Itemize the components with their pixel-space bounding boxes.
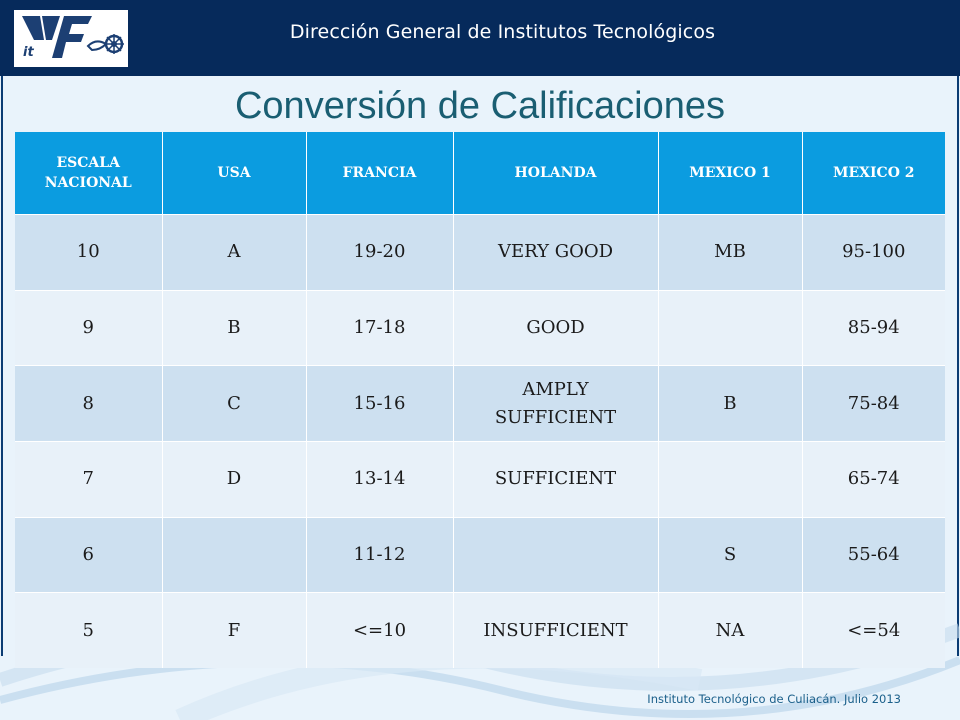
column-header: HOLANDA <box>453 132 658 215</box>
table-cell: <=10 <box>306 593 453 668</box>
column-header: MEXICO 2 <box>802 132 945 215</box>
table-cell: C <box>162 366 306 442</box>
logo-text: it <box>23 45 34 60</box>
table-row <box>15 441 945 517</box>
table-row <box>15 366 945 442</box>
table-cell: 95-100 <box>802 215 945 291</box>
table-cell: 55-64 <box>802 517 945 593</box>
table-cell: S <box>658 517 802 593</box>
page-title: Conversión de Calificaciones <box>234 85 726 127</box>
table-cell: D <box>162 441 306 517</box>
table-cell: NA <box>658 593 802 668</box>
table-cell: B <box>162 290 306 366</box>
table-cell <box>658 290 802 366</box>
footer-text: Instituto Tecnológico de Culiacán. Julio 2013 <box>647 692 901 706</box>
table-row <box>15 215 945 291</box>
column-header: ESCALA NACIONAL <box>15 132 162 215</box>
table-cell: A <box>162 215 306 291</box>
table-body <box>15 215 945 669</box>
table-cell: 5 <box>15 593 162 668</box>
grade-conversion-table <box>15 132 945 668</box>
table-cell: GOOD <box>453 290 658 366</box>
header-bar <box>0 0 960 76</box>
table-cell: <=54 <box>802 593 945 668</box>
table-cell: 11-12 <box>306 517 453 593</box>
column-header: FRANCIA <box>306 132 453 215</box>
table-cell: 75-84 <box>802 366 945 442</box>
column-header: USA <box>162 132 306 215</box>
table-cell: 15-16 <box>306 366 453 442</box>
table-cell: 19-20 <box>306 215 453 291</box>
table-cell: 7 <box>15 441 162 517</box>
table-cell: 65-74 <box>802 441 945 517</box>
table-cell: 17-18 <box>306 290 453 366</box>
table-cell <box>453 517 658 593</box>
table-cell: 10 <box>15 215 162 291</box>
table-row <box>15 517 945 593</box>
table-cell: 13-14 <box>306 441 453 517</box>
table-row <box>15 290 945 366</box>
table-cell: VERY GOOD <box>453 215 658 291</box>
table-cell <box>658 441 802 517</box>
table-cell: MB <box>658 215 802 291</box>
table-cell: AMPLY SUFFICIENT <box>453 366 658 442</box>
table-cell: 8 <box>15 366 162 442</box>
table-cell: 85-94 <box>802 290 945 366</box>
table-cell: INSUFFICIENT <box>453 593 658 668</box>
table-header-row <box>15 132 945 215</box>
table-cell: SUFFICIENT <box>453 441 658 517</box>
column-header: MEXICO 1 <box>658 132 802 215</box>
table-cell: 9 <box>15 290 162 366</box>
table-cell: 6 <box>15 517 162 593</box>
header-title: Dirección General de Institutos Tecnológicos <box>289 21 716 43</box>
table-cell <box>162 517 306 593</box>
table-row <box>15 593 945 668</box>
table-cell: B <box>658 366 802 442</box>
table-cell: F <box>162 593 306 668</box>
